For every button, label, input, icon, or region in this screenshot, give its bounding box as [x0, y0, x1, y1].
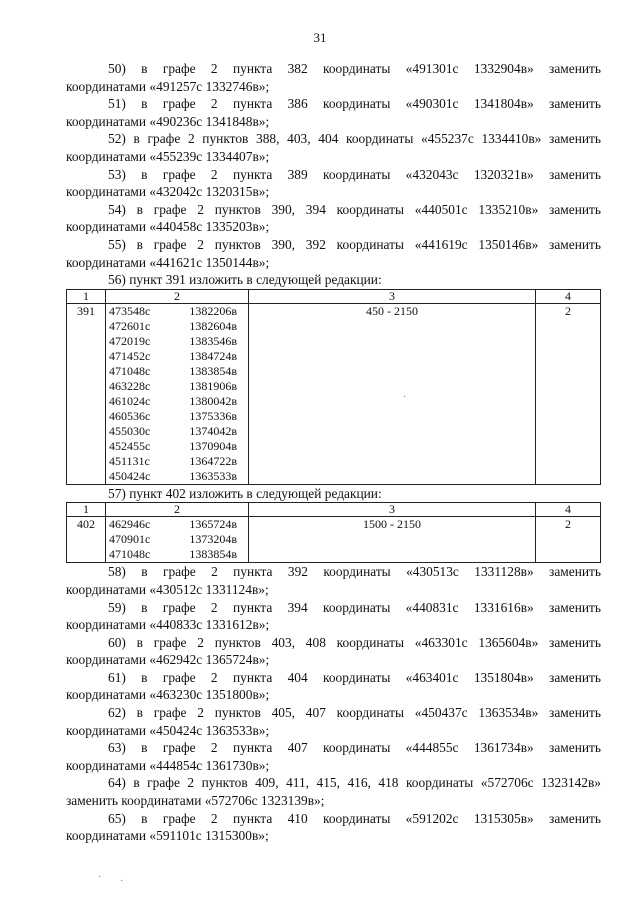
amendment-paragraph: [66, 669, 601, 704]
table-row: [67, 303, 601, 484]
coordinate-pair: [109, 319, 245, 334]
amendment-line-2: координатами «455239с 1334407в»;: [66, 148, 270, 164]
amendment-line-2: координатами «440833с 1331612в»;: [66, 617, 270, 633]
header-col-3: 3: [249, 289, 536, 303]
amendment-line-1: 65) в графе 2 пункта 410 координаты «591202с 1315305в» заменить: [108, 810, 601, 826]
table-item-402: [66, 502, 601, 563]
amendment-line-1: 54) в графе 2 пунктов 390, 394 координаты «440501с 1335210в» заменить: [108, 201, 601, 217]
amendment-line-2: координатами «444854с 1361730в»;: [66, 757, 270, 773]
longitude: 1380042в: [189, 393, 237, 408]
latitude: 471048с: [109, 547, 151, 562]
amendment-line-2: координатами «490236с 1341848в»;: [66, 113, 270, 129]
longitude: 1373204в: [189, 532, 237, 547]
amendment-line-1: 61) в графе 2 пункта 404 координаты «463401с 1351804в» заменить: [108, 669, 601, 685]
amendment-line-1: 51) в графе 2 пункта 386 координаты «490301с 1341804в» заменить: [108, 96, 601, 112]
amendment-paragraph: [66, 774, 601, 809]
altitude-range: 450 - 2150: [249, 303, 536, 484]
amendment-line-2: координатами «462942с 1365724в»;: [66, 652, 270, 668]
scan-speck: ·: [403, 392, 407, 403]
longitude: 1382604в: [189, 318, 237, 333]
coordinates-cell: [106, 517, 249, 563]
longitude: 1381906в: [189, 378, 237, 393]
amendment-line-2: заменить координатами «572706с 1323139в»;: [66, 793, 325, 809]
amendment-paragraph: [66, 634, 601, 669]
page-number: 31: [313, 30, 327, 45]
amendment-paragraph: [66, 95, 601, 130]
table2-intro: 57) пункт 402 изложить в следующей редакции:: [108, 485, 382, 501]
amendment-line-1: 59) в графе 2 пункта 394 координаты «440831с 1331616в» заменить: [108, 599, 601, 615]
amendment-paragraph: [66, 166, 601, 201]
latitude: 471452с: [109, 348, 151, 363]
altitude-range: 1500 - 2150: [249, 517, 536, 563]
amendment-line-1: 64) в графе 2 пунктов 409, 411, 415, 416, 418 координаты «572706с 1323142в»: [108, 775, 601, 791]
amendment-line-2: координатами «440458с 1335203в»;: [66, 219, 270, 235]
longitude: 1374042в: [189, 423, 237, 438]
table-header-row: [67, 503, 601, 517]
longitude: 1382206в: [189, 303, 237, 318]
coordinate-pair: [109, 424, 245, 439]
document-body: [66, 60, 601, 845]
coordinate-pair: [109, 532, 245, 547]
amendment-line-2: координатами «430512с 1331124в»;: [66, 581, 269, 597]
latitude: 455030с: [109, 423, 151, 438]
coordinate-pair: [109, 517, 245, 532]
longitude: 1383854в: [189, 363, 237, 378]
header-col-4: 4: [536, 289, 601, 303]
amendment-line-1: 50) в графе 2 пункта 382 координаты «491301с 1332904в» заменить: [108, 61, 601, 76]
longitude: 1365724в: [189, 517, 237, 532]
latitude: 472601с: [109, 318, 151, 333]
amendment-line-2: координатами «491257с 1332746в»;: [66, 78, 270, 94]
longitude: 1383546в: [189, 333, 237, 348]
amendment-line-1: 53) в графе 2 пункта 389 координаты «432043с 1320321в» заменить: [108, 166, 601, 182]
latitude: 452455с: [109, 438, 151, 453]
amendment-paragraph: [66, 810, 601, 845]
coordinate-pair: [109, 379, 245, 394]
header-col-2: 2: [106, 289, 249, 303]
table-header-row: [67, 289, 601, 303]
amendment-paragraph: [66, 704, 601, 739]
coordinates-cell: [106, 303, 249, 484]
coordinate-pair: [109, 394, 245, 409]
amendment-paragraph: [66, 60, 601, 95]
coordinate-pair: [109, 454, 245, 469]
coordinate-pair: [109, 439, 245, 454]
latitude: 462946с: [109, 517, 151, 532]
amendment-line-1: 63) в графе 2 пункта 407 координаты «444855с 1361734в» заменить: [108, 740, 601, 756]
coordinate-pair: [109, 334, 245, 349]
table-row: [67, 517, 601, 563]
longitude: 1370904в: [189, 438, 237, 453]
coordinate-pair: [109, 304, 245, 319]
latitude: 451131с: [109, 453, 150, 468]
amendment-paragraph: [66, 599, 601, 634]
latitude: 463228с: [109, 378, 151, 393]
header-col-3: 3: [249, 503, 536, 517]
longitude: 1364722в: [189, 453, 237, 468]
table1-intro: 56) пункт 391 изложить в следующей редакции:: [108, 272, 382, 288]
amendment-line-1: 60) в графе 2 пунктов 403, 408 координаты «463301с 1365604в» заменить: [108, 634, 601, 650]
latitude: 473548с: [109, 303, 151, 318]
latitude: 472019с: [109, 333, 151, 348]
scan-speck: ·: [120, 876, 124, 887]
amendment-paragraph: [66, 563, 601, 598]
amendment-line-2: координатами «432042с 1320315в»;: [66, 184, 270, 200]
amendment-paragraph: [66, 739, 601, 774]
col4-value: 2: [536, 303, 601, 484]
latitude: 471048с: [109, 363, 151, 378]
scan-speck: ·: [98, 872, 102, 883]
amendment-line-2: координатами «450424с 1363533в»;: [66, 722, 270, 738]
latitude: 460536с: [109, 408, 151, 423]
header-col-1: 1: [67, 289, 106, 303]
latitude: 470901с: [109, 532, 151, 547]
amendment-paragraph: [66, 236, 601, 271]
longitude: 1384724в: [189, 348, 237, 363]
coordinate-pair: [109, 409, 245, 424]
coordinate-pair: [109, 469, 245, 484]
coordinate-pair: [109, 364, 245, 379]
table-item-391: [66, 289, 601, 485]
item-number: 391: [67, 303, 106, 484]
header-col-2: 2: [106, 503, 249, 517]
header-col-1: 1: [67, 503, 106, 517]
amendment-line-2: координатами «441621с 1350144в»;: [66, 254, 270, 270]
col4-value: 2: [536, 517, 601, 563]
latitude: 450424с: [109, 468, 151, 483]
amendment-paragraph: [66, 130, 601, 165]
amendment-paragraph: [66, 201, 601, 236]
amendments-list-a: [66, 60, 601, 271]
coordinate-pair: [109, 547, 245, 562]
amendment-line-1: 58) в графе 2 пункта 392 координаты «430513с 1331128в» заменить: [108, 564, 601, 580]
header-col-4: 4: [536, 503, 601, 517]
longitude: 1363533в: [189, 468, 237, 483]
amendment-line-2: координатами «463230с 1351800в»;: [66, 687, 270, 703]
coordinate-pair: [109, 349, 245, 364]
amendment-line-1: 55) в графе 2 пунктов 390, 392 координаты «441619с 1350146в» заменить: [108, 236, 601, 252]
latitude: 461024с: [109, 393, 151, 408]
longitude: 1375336в: [189, 408, 237, 423]
amendment-line-1: 62) в графе 2 пунктов 405, 407 координаты «450437с 1363534в» заменить: [108, 705, 601, 721]
item-number: 402: [67, 517, 106, 563]
amendment-line-1: 52) в графе 2 пунктов 388, 403, 404 координаты «455237с 1334410в» заменить: [108, 131, 601, 147]
amendment-line-2: координатами «591101с 1315300в»;: [66, 828, 269, 844]
amendments-list-b: [66, 563, 601, 845]
longitude: 1383854в: [189, 547, 237, 562]
